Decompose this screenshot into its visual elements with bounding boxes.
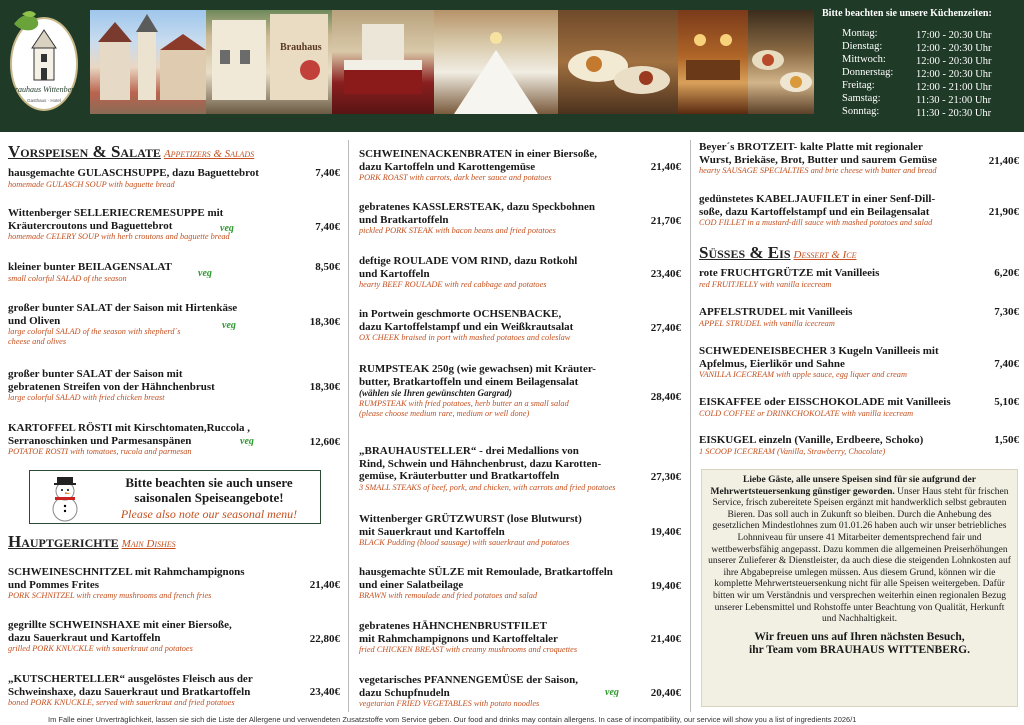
- item-price: 19,40€: [650, 526, 681, 538]
- item-translation: homemade GULASCH SOUP with baguette bread: [8, 179, 175, 189]
- menu-item: [699, 306, 1019, 329]
- section-title: Süsses & Eis: [699, 243, 791, 262]
- menu-item: [8, 619, 340, 654]
- snowman-icon: [40, 473, 90, 523]
- item-translation: pickled PORK STEAK with bacon beans and fried potatoes: [359, 226, 556, 235]
- photo-restaurant-interior: [678, 10, 748, 114]
- notice-signature-line1: Wir freuen uns auf Ihren nächsten Besuch,: [754, 630, 965, 643]
- item-translation: vegetarian FRIED VEGETABLES with potato noodles: [359, 699, 540, 708]
- item-price: 5,10€: [994, 396, 1019, 408]
- item-price: 12,60€: [309, 436, 340, 448]
- item-name: SCHWEINENACKENBRATEN in einer Biersoße, dazu Kartoffeln und Karottengemüse: [359, 148, 597, 173]
- item-translation: grilled PORK KNUCKLE with sauerkraut and potatoes: [8, 644, 193, 653]
- item-translation: COD FILLET in a mustard-dill sauce with mashed potatoes and salad: [699, 218, 933, 227]
- menu-item: [699, 193, 1019, 228]
- item-name: Beyer´s BROTZEIT- kalte Platte mit regionaler Wurst, Briekäse, Brot, Butter und saurem Gemüse: [699, 141, 937, 166]
- item-name: KARTOFFEL RÖSTI mit Kirschtomaten,Ruccola , Serranoschinken und Parmesanspänen: [8, 422, 251, 447]
- item-price: 23,40€: [309, 686, 340, 698]
- menu-item: [699, 267, 1019, 290]
- item-translation: BLACK Pudding (blood sausage) with sauerkraut and potatoes: [359, 538, 570, 547]
- item-price: 21,90€: [988, 206, 1019, 218]
- item-name: RUMPSTEAK 250g (wie gewachsen) mit Kräuter- butter, Bratkartoffeln und einem Beilagensalat: [359, 363, 596, 388]
- hours-time: 11:30 - 20:30 Uhr: [916, 108, 992, 119]
- item-price: 27,40€: [650, 322, 681, 334]
- item-name: Wittenberger SELLERIECREMESUPPE mit Kräutercroutons und Baguettebrot: [8, 207, 224, 232]
- item-translation: boned PORK KNUCKLE, served with sauerkraut and fried potatoes: [8, 698, 235, 707]
- menu-item: [8, 566, 340, 601]
- item-name: großer bunter SALAT der Saison mit Hirtenkäse und Oliven: [8, 302, 238, 327]
- item-price: 23,40€: [650, 268, 681, 280]
- item-name: „KUTSCHERTELLER“ ausgelöstes Fleisch aus der Schweinshaxe, dazu Sauerkraut und Bratkartoffeln: [8, 673, 253, 698]
- item-name: SCHWEINESCHNITZEL mit Rahmchampignons und Pommes Frites: [8, 566, 245, 591]
- item-price: 27,30€: [650, 471, 681, 483]
- item-note: (wählen sie Ihren gewünschten Gargrad): [359, 388, 513, 398]
- hours-time: 12:00 - 20:30 Uhr: [916, 69, 992, 80]
- seasonal-offer-box: [29, 470, 321, 524]
- notice-text: Unser Haus steht für frischen Service, frisch zubereitete Speisen ergänzt mit handwerklich selbst gebrauten Bieren. Das soll auch in Zukunft so bleiben. Durch die Anhebung des gesetzlichen Mindestlohnes zum 01.01.26 haben auch wir unser betriebliches Lohnniveau für unsere 41 Mitarbeiter dementsprechend fair und wettbewerbsfähig angepasst. Dazu kommen die allgemeinen Preiserhöhungen unserer Zulieferer & Dienstleister, da auch diese die steigenden Lohnkosten auf ihre Abgabepreise umlegen müssen. Aus diesem Grund, können wir die komplette Mehrwertsteuersenkung nicht für alle Speisen weitergeben. Dafür bitten wir um Verständnis und versprechen weiterhin einen regionalen Bezug unserer Lebensmittel und Rohstoffe unter Beachtung von Qualität, Herkunft und Nachhaltigkeit.: [708, 486, 1011, 625]
- item-translation: BRAWN with remoulade and fried potatoes and salad: [359, 591, 537, 600]
- item-name: großer bunter SALAT der Saison mit gebratenen Streifen von der Hähnchenbrust: [8, 368, 215, 393]
- hours-time: 11:30 - 21:00 Uhr: [916, 95, 992, 106]
- item-price: 7,40€: [994, 358, 1019, 370]
- menu-item: [359, 148, 681, 183]
- menu-item: [8, 368, 340, 403]
- column-divider: [690, 140, 691, 712]
- item-name: gegrillte SCHWEINSHAXE mit einer Biersoße, dazu Sauerkraut und Kartoffeln: [8, 619, 232, 644]
- item-price: 7,30€: [994, 306, 1019, 318]
- photo-buffet-plates: [558, 10, 678, 114]
- allergen-footer: Im Falle einer Unverträglichkeit, lassen sie sich die Liste der Allergene und verwendeten Zusatzstoffe vom Service geben. Our food and drinks may contain allergens. In case of incompatibility, our service will show you a list of ingredients 2026/1: [48, 715, 857, 724]
- item-translation: hearty BEEF ROULADE with red cabbage and potatoes: [359, 280, 547, 289]
- vegetarian-icon: [198, 266, 218, 278]
- vegetarian-icon: [222, 318, 242, 330]
- item-translation: homemade CELERY SOUP with herb croutons and baguette bread: [8, 232, 230, 241]
- item-price: 18,30€: [309, 381, 340, 393]
- item-name: SCHWEDENEISBECHER 3 Kugeln Vanilleeis mit Apfelmus, Eierlikör und Sahne: [699, 345, 939, 370]
- item-price: 18,30€: [309, 316, 340, 328]
- vegetarian-icon: [605, 685, 625, 697]
- item-name: APFELSTRUDEL mit Vanilleeis: [699, 306, 853, 318]
- item-price: 20,40€: [650, 687, 681, 699]
- hours-time: 17:00 - 20:30 Uhr: [916, 30, 992, 41]
- hours-day: Dienstag:: [842, 41, 883, 52]
- item-name: deftige ROULADE VOM RIND, dazu Rotkohl und Kartoffeln: [359, 255, 578, 280]
- item-translation: fried CHICKEN BREAST with creamy mushrooms and croquettes: [359, 645, 578, 654]
- logo-tagline: Gasthaus · Hotel: [27, 98, 61, 103]
- svg-text:veg: veg: [220, 223, 234, 233]
- item-name: rote FRUCHTGRÜTZE mit Vanilleeis: [699, 267, 880, 279]
- menu-item: [359, 620, 681, 655]
- hours-time: 12:00 - 20:30 Uhr: [916, 56, 992, 67]
- hours-day: Montag:: [842, 28, 878, 39]
- photo-castle-courtyard: [90, 10, 206, 114]
- hours-day: Samstag:: [842, 93, 881, 104]
- menu-item: [359, 566, 681, 601]
- hours-time: 12:00 - 21:00 Uhr: [916, 82, 992, 93]
- menu-item: [699, 434, 1019, 457]
- section-subtitle: Appetizers & Salads: [163, 148, 255, 160]
- vegetarian-icon: [220, 221, 240, 233]
- item-name: hausgemachte SÜLZE mit Remoulade, Bratkartoffeln und einer Salatbeilage: [359, 566, 613, 591]
- item-name: EISKAFFEE oder EISSCHOKOLADE mit Vanilleeis: [699, 396, 951, 408]
- section-title: Hauptgerichte: [8, 532, 119, 551]
- menu-item: [8, 207, 340, 242]
- brauhaus-logo: [8, 6, 80, 116]
- item-translation: POTATOE ROSTI with tomatoes, rucola and parmesan: [8, 447, 192, 456]
- column-divider: [348, 140, 349, 712]
- menu-header: [0, 0, 1024, 132]
- menu-item: [359, 445, 681, 493]
- item-name: gedünstetes KABELJAUFILET in einer Senf-Dill- soße, dazu Kartoffelstampf und ein Beilagensalat: [699, 193, 936, 218]
- hours-day: Freitag:: [842, 80, 875, 91]
- menu-item: [699, 345, 1019, 380]
- seasonal-offer-text: Bitte beachten sie auch unsere saisonalen Speiseangebote!: [125, 475, 293, 505]
- vegetarian-icon: [240, 434, 260, 446]
- menu-item: [8, 673, 340, 708]
- menu-item: [359, 255, 681, 290]
- menu-item: [359, 201, 681, 236]
- item-translation: 1 SCOOP ICECREAM (Vanilla, Strawberry, Chocolate): [699, 446, 886, 456]
- section-heading-mains: [8, 532, 176, 552]
- item-translation: VANILLA ICECREAM with apple sauce, egg liquer and cream: [699, 370, 907, 379]
- item-price: 21,40€: [309, 579, 340, 591]
- item-price: 8,50€: [315, 261, 340, 273]
- menu-item: [699, 396, 1019, 419]
- item-name: hausgemachte GULASCHSUPPE, dazu Baguettebrot: [8, 167, 259, 179]
- section-subtitle: Dessert & Ice: [793, 249, 857, 261]
- section-heading-starters: [8, 142, 254, 162]
- item-name: „BRAUHAUSTELLER“ - drei Medallions von Rind, Schwein und Hähnchenbrust, dazu Karotten- gemüse, Kräuterbutter und Bratkartoffeln: [359, 445, 602, 482]
- photo-banquet-hall: [434, 10, 558, 114]
- section-subtitle: Main Dishes: [121, 538, 176, 550]
- section-heading-desserts: [699, 243, 857, 263]
- item-price: 19,40€: [650, 580, 681, 592]
- menu-item: [8, 261, 340, 284]
- svg-text:veg: veg: [605, 687, 619, 697]
- svg-text:veg: veg: [198, 268, 212, 278]
- hours-time: 12:00 - 20:30 Uhr: [916, 43, 992, 54]
- item-price: 1,50€: [994, 434, 1019, 446]
- item-price: 28,40€: [650, 391, 681, 403]
- item-name: Wittenberger GRÜTZWURST (lose Blutwurst) mit Sauerkraut und Kartoffeln: [359, 513, 582, 538]
- photo-buffet-dishes: [748, 10, 814, 114]
- item-translation: PORK SCHNITZEL with creamy mushrooms and french fries: [8, 591, 212, 600]
- menu-item: [699, 141, 1019, 176]
- item-translation: PORK ROAST with carrots, dark beer sauce and potatoes: [359, 173, 552, 182]
- item-translation: COLD COFFEE or DRINKCHOKOLATE with vanilla icecream: [699, 408, 914, 418]
- item-price: 6,20€: [994, 267, 1019, 279]
- menu-item: [359, 363, 681, 419]
- item-name: EISKUGEL einzeln (Vanille, Erdbeere, Schoko): [699, 434, 924, 446]
- item-translation: RUMPSTEAK with fried potatoes, herb butter an a small salad (please choose medium rare, medium or well done): [359, 399, 569, 418]
- menu-item: [8, 167, 340, 190]
- item-translation: red FRUITJELLY with vanilla icecream: [699, 279, 832, 289]
- item-translation: small colorful SALAD of the season: [8, 273, 127, 283]
- item-translation: large colorful SALAD of the season with shepherd´s cheese and olives: [8, 327, 181, 346]
- photo-brewery-facade: [206, 10, 332, 114]
- hours-day: Sonntag:: [842, 106, 880, 117]
- hours-day: Donnerstag:: [842, 67, 894, 78]
- menu-item: [359, 674, 681, 709]
- price-notice-box: [701, 469, 1018, 707]
- menu-item: [359, 513, 681, 548]
- logo-name: Brauhaus Wittenberg: [10, 85, 78, 94]
- item-price: 21,40€: [988, 155, 1019, 167]
- item-translation: 3 SMALL STEAKS of beef, pork, and chicken, with carrots and fried potatoes: [359, 482, 616, 492]
- kitchen-hours-title: Bitte beachten sie unsere Küchenzeiten:: [822, 8, 992, 19]
- item-name: gebratenes KASSLERSTEAK, dazu Speckbohnen und Bratkartoffeln: [359, 201, 595, 226]
- hours-day: Mittwoch:: [842, 54, 886, 65]
- menu-item: [8, 422, 340, 457]
- photo-hotel-room: [332, 10, 434, 114]
- item-translation: hearty SAUSAGE SPECIALTIES and brie cheese with butter and bread: [699, 166, 937, 175]
- item-name: kleiner bunter BEILAGENSALAT: [8, 261, 172, 273]
- item-price: 7,40€: [315, 167, 340, 179]
- section-title: Vorspeisen & Salate: [8, 142, 161, 161]
- item-price: 21,70€: [650, 215, 681, 227]
- item-price: 21,40€: [650, 161, 681, 173]
- item-translation: large colorful SALAD with fried chicken breast: [8, 393, 165, 402]
- item-translation: APPEL STRUDEL with vanilla icecream: [699, 318, 835, 328]
- item-price: 21,40€: [650, 633, 681, 645]
- svg-text:Brauhaus: Brauhaus: [280, 42, 322, 53]
- notice-signature-line2: ihr Team vom BRAUHAUS WITTENBERG.: [749, 643, 970, 656]
- item-price: 22,80€: [309, 633, 340, 645]
- menu-item: [359, 308, 681, 343]
- item-price: 7,40€: [315, 221, 340, 233]
- item-name: vegetarisches PFANNENGEMÜSE der Saison, dazu Schupfnudeln: [359, 674, 578, 699]
- kitchen-hours: [818, 8, 1024, 119]
- item-translation: OX CHEEK braised in port with mashed potatoes and coleslaw: [359, 333, 571, 342]
- item-name: in Portwein geschmorte OCHSENBACKE, dazu Kartoffelstampf und ein Weißkrautsalat: [359, 308, 574, 333]
- svg-text:veg: veg: [240, 436, 254, 446]
- notice-intro: Liebe Gäste, alle unsere Speisen sind für sie aufgrund der Mehrwertsteuersenkung günstiger geworden.: [710, 475, 976, 497]
- menu-item: [8, 302, 340, 347]
- seasonal-offer-translation: Please also note our seasonal menu!: [120, 507, 298, 521]
- svg-text:veg: veg: [222, 320, 236, 330]
- item-name: gebratenes HÄHNCHENBRUSTFILET mit Rahmchampignons und Kartoffeltaler: [359, 620, 558, 645]
- photo-strip: [90, 10, 814, 114]
